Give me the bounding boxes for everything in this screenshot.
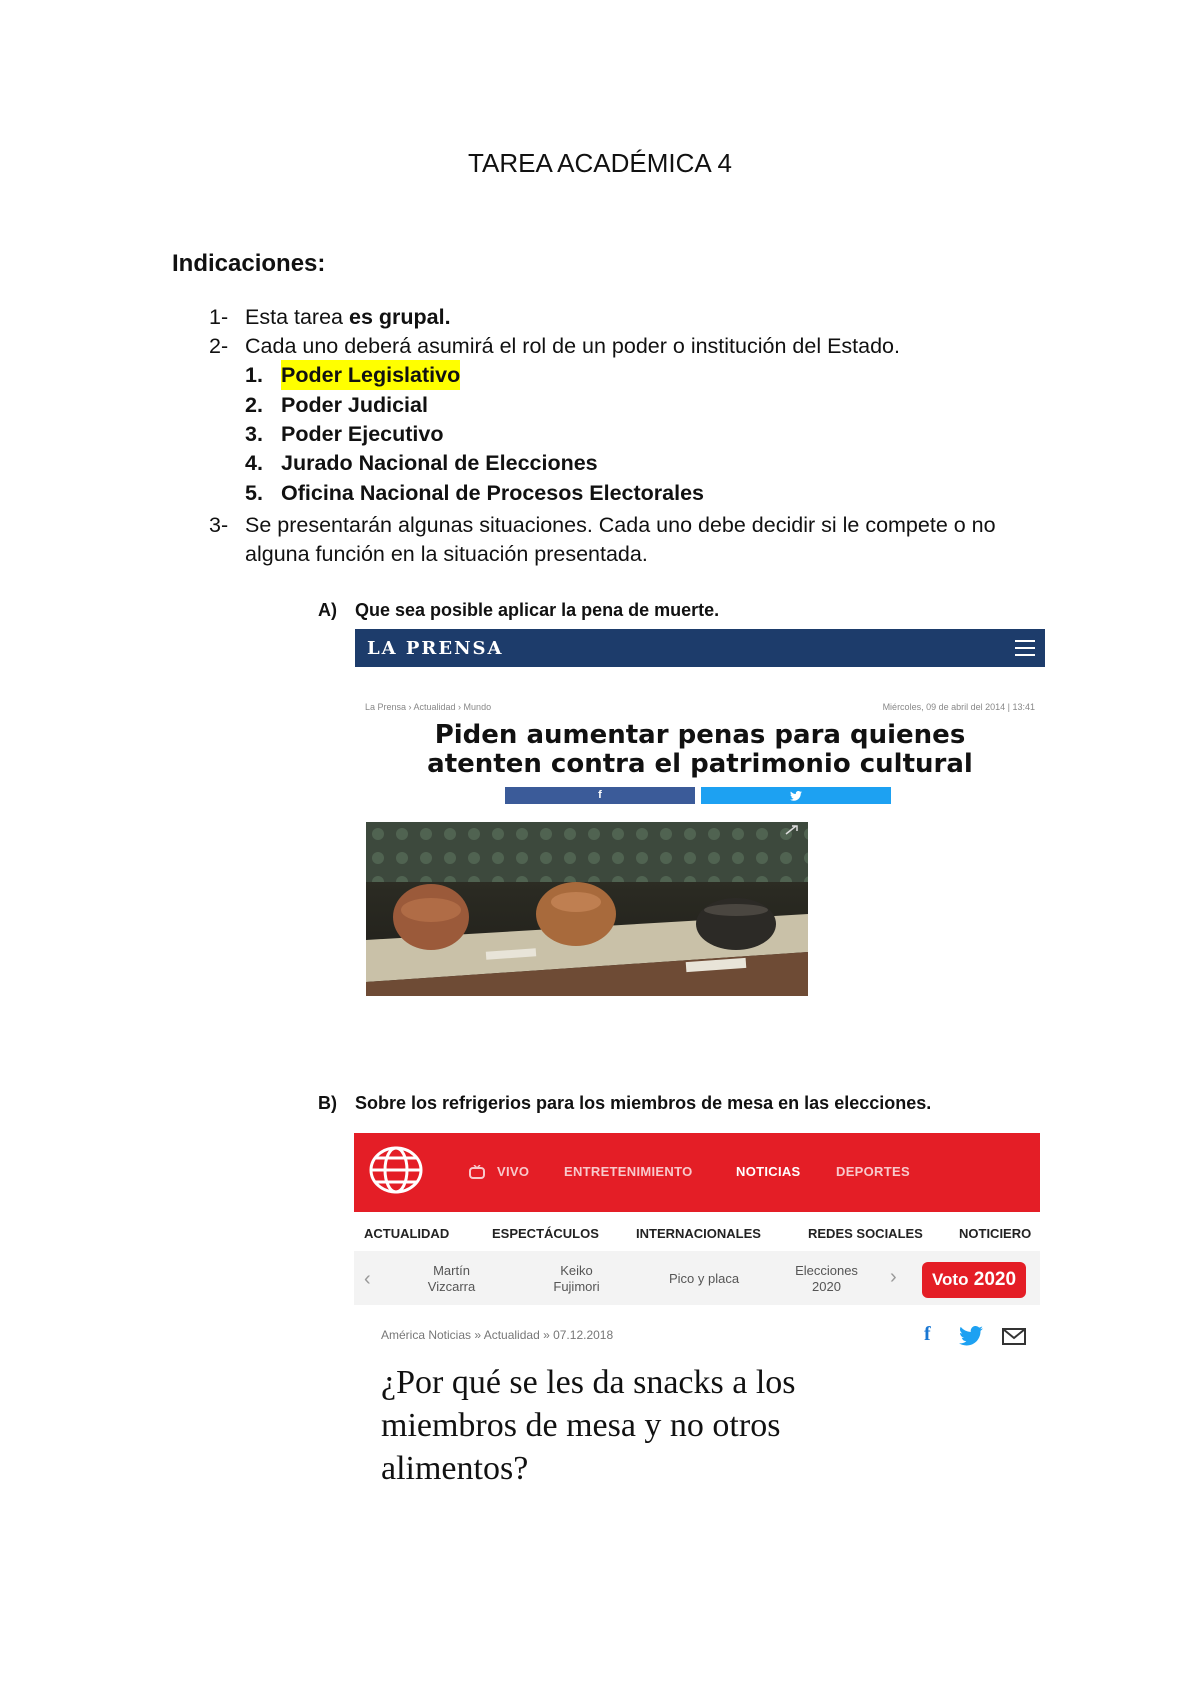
topic-chip-elecciones-line-2: 2020 [812, 1279, 841, 1294]
chevron-left-icon[interactable]: ‹ [364, 1268, 371, 1290]
item-3-line-2: alguna función en la situación presentada. [245, 542, 648, 566]
nav-vivo[interactable]: VIVO [497, 1164, 530, 1179]
la-prensa-breadcrumb: La Prensa › Actualidad › Mundo [365, 702, 492, 712]
topic-chip-pico-y-placa-line-1: Pico y placa [668, 1271, 740, 1286]
topic-chip-elecciones[interactable] [784, 1263, 869, 1295]
la-prensa-headline [355, 721, 1045, 779]
institution-1-number: 1. [245, 363, 263, 387]
hamburger-menu-icon[interactable] [1015, 640, 1035, 656]
twitter-icon[interactable] [959, 1326, 983, 1346]
item-2-number: 2- [209, 334, 229, 358]
la-prensa-date: Miércoles, 09 de abril del 2014 | 13:41 [882, 702, 1035, 712]
institution-4-number: 4. [245, 451, 263, 475]
chevron-right-icon[interactable]: › [890, 1266, 897, 1288]
twitter-icon [790, 791, 802, 801]
voto-label: Voto [931, 1270, 969, 1289]
topic-chip-fujimori-line-2: Fujimori [553, 1279, 600, 1294]
secnav-redes-sociales[interactable]: REDES SOCIALES [808, 1226, 923, 1241]
document-title: TAREA ACADÉMICA 4 [468, 148, 732, 178]
topic-chip-vizcarra-line-1: Martín [433, 1263, 470, 1278]
topic-chip-fujimori-line-1: Keiko [560, 1263, 593, 1278]
la-prensa-headline-line-1: Piden aumentar penas para quienes [434, 720, 966, 750]
item-1-text [245, 302, 451, 332]
ceramics-image [366, 822, 808, 996]
institution-1-label: Poder Legislativo [281, 360, 460, 390]
america-noticias-screenshot [354, 1133, 1040, 1508]
institution-2-number: 2. [245, 393, 263, 417]
nav-entretenimiento[interactable]: ENTRETENIMIENTO [564, 1164, 693, 1179]
item-1-text-content: Esta tarea es grupal. [245, 305, 451, 329]
institution-2-label: Poder Judicial [281, 393, 428, 417]
topic-chip-fujimori[interactable] [539, 1263, 614, 1295]
institution-5-number: 5. [245, 481, 263, 505]
museum-ceramics-photo [366, 822, 808, 996]
nav-noticias[interactable]: NOTICIAS [736, 1164, 801, 1179]
nav-deportes[interactable]: DEPORTES [836, 1164, 910, 1179]
situation-a-label: A) [318, 600, 337, 620]
situation-b-text: Sobre los refrigerios para los miembros de mesa en las elecciones. [355, 1093, 932, 1113]
america-headline-line-1: ¿Por qué se les da snacks a los [381, 1364, 796, 1401]
facebook-share-button[interactable]: f [505, 787, 695, 804]
america-headline-line-2: miembros de mesa y no otros [381, 1407, 781, 1444]
item-2-text: Cada uno deberá asumirá el rol de un poder o institución del Estado. [245, 334, 900, 358]
globe-logo-icon[interactable] [368, 1145, 424, 1195]
secnav-internacionales[interactable]: INTERNACIONALES [636, 1226, 761, 1241]
instructions-heading: Indicaciones: [172, 250, 326, 277]
secnav-noticiero[interactable]: NOTICIERO [959, 1226, 1032, 1241]
institution-3-number: 3. [245, 422, 263, 446]
america-headline-line-3: alimentos? [381, 1450, 529, 1487]
america-header-bar [354, 1133, 1040, 1212]
item-3-number: 3- [209, 513, 229, 537]
voto-year: 2020 [973, 1269, 1017, 1290]
institution-5-label: Oficina Nacional de Procesos Electorales [281, 481, 705, 505]
twitter-share-button[interactable] [701, 787, 891, 804]
situation-a-text: Que sea posible aplicar la pena de muerte. [355, 600, 720, 620]
situation-b-label: B) [318, 1093, 337, 1113]
voto-2020-button[interactable] [922, 1262, 1026, 1298]
secnav-espectaculos[interactable]: ESPECTÁCULOS [492, 1226, 599, 1241]
secnav-actualidad[interactable]: ACTUALIDAD [364, 1226, 450, 1241]
facebook-icon[interactable]: f [924, 1323, 931, 1345]
item-3-line-1: Se presentarán algunas situaciones. Cada uno debe decidir si le compete o no [245, 513, 996, 537]
la-prensa-header-bar [355, 629, 1045, 667]
la-prensa-headline-line-2: atenten contra el patrimonio cultural [427, 749, 973, 779]
item-1-number: 1- [209, 305, 229, 329]
la-prensa-logo: LA PRENSA [367, 638, 504, 659]
america-headline [381, 1361, 901, 1490]
topic-chip-pico-y-placa[interactable] [654, 1271, 754, 1287]
topic-chip-elecciones-line-1: Elecciones [795, 1263, 858, 1278]
la-prensa-screenshot [355, 629, 1045, 997]
tv-icon [469, 1165, 485, 1179]
topic-chip-vizcarra[interactable] [414, 1263, 489, 1295]
topic-chip-vizcarra-line-2: Vizcarra [427, 1279, 476, 1294]
email-icon[interactable] [1002, 1328, 1026, 1345]
item-1-emphasis: es grupal. [348, 305, 451, 329]
america-breadcrumb: América Noticias » Actualidad » 07.12.2018 [381, 1328, 614, 1342]
institution-4-label: Jurado Nacional de Elecciones [281, 451, 598, 475]
institution-3-label: Poder Ejecutivo [281, 422, 444, 446]
